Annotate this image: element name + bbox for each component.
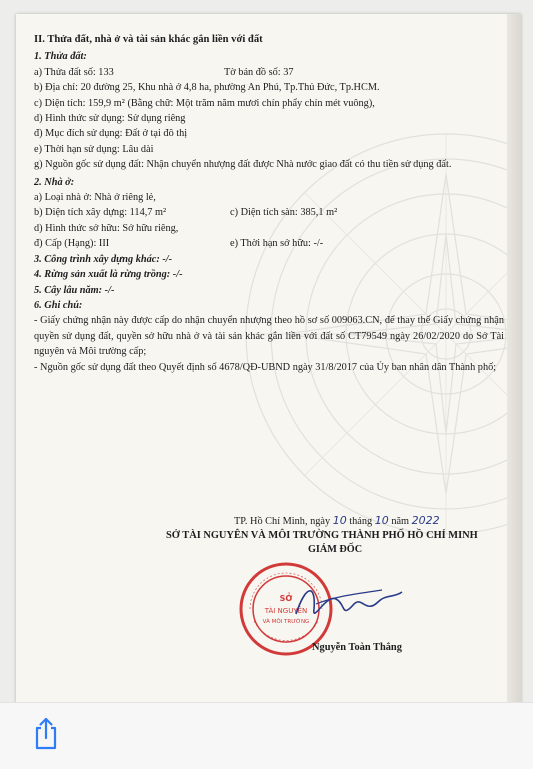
house-area-row xyxy=(34,205,504,220)
land-lot-number: a) Thửa đất số: 133 xyxy=(34,66,114,78)
house-ownership-form: d) Hình thức sở hữu: Sở hữu riêng, xyxy=(34,222,179,234)
perennial-trees: 5. Cây lâu năm: -/- xyxy=(34,284,115,296)
land-map-number: Tờ bản đồ số: 37 xyxy=(224,66,294,78)
bottom-toolbar xyxy=(0,702,533,769)
house-type: a) Loại nhà ở: Nhà ở riêng lẻ, xyxy=(34,192,156,204)
share-icon xyxy=(32,716,60,750)
issue-day: 10 xyxy=(332,514,347,527)
issue-place: TP. Hồ Chí Minh, ngày xyxy=(234,516,331,527)
month-label: tháng xyxy=(349,516,373,527)
certificate-page xyxy=(16,14,521,702)
planted-forest: 4. Rừng sản xuất là rừng trồng: -/- xyxy=(34,269,183,281)
note-2: - Nguồn gốc sử dụng đất theo Quyết định số 4678/QĐ-UBND ngày 31/8/2017 của Ủy ban nhân dân Thành phố; xyxy=(34,361,497,373)
handwritten-signature xyxy=(286,574,406,634)
svg-text:SỞ: SỞ xyxy=(279,594,293,603)
signer-name: Nguyễn Toàn Thắng xyxy=(312,642,402,653)
page-edge xyxy=(507,14,521,702)
house-built-area: b) Diện tích xây dựng: 114,7 m² xyxy=(34,207,167,219)
house-floor-area: c) Diện tích sàn: 385,1 m² xyxy=(230,207,338,219)
house-ownership-term: e) Thời hạn sở hữu: -/- xyxy=(230,238,324,250)
house-heading: 2. Nhà ở: xyxy=(34,176,75,188)
house-grade-row xyxy=(34,236,504,251)
land-use-purpose: đ) Mục đích sử dụng: Đất ở tại đô thị xyxy=(34,128,188,140)
land-heading: 1. Thửa đất: xyxy=(34,51,87,63)
svg-text:TÀI NGUYÊN: TÀI NGUYÊN xyxy=(264,607,308,615)
issue-date-line xyxy=(234,514,440,527)
share-button[interactable] xyxy=(28,713,64,753)
land-area: c) Diện tích: 159,9 m² (Bằng chữ: Một trăm năm mươi chín phẩy chín mét vuông), xyxy=(34,97,375,109)
land-use-term: e) Thời hạn sử dụng: Lâu dài xyxy=(34,143,154,155)
certificate-content xyxy=(34,32,504,375)
notes-heading: 6. Ghi chú: xyxy=(34,299,83,311)
issuing-agency: SỞ TÀI NGUYÊN VÀ MÔI TRƯỜNG THÀNH PHỐ HỒ CHÍ MINH xyxy=(166,530,478,541)
other-constructions: 3. Công trình xây dựng khác: -/- xyxy=(34,253,173,265)
year-label: năm xyxy=(391,516,410,527)
signer-role: GIÁM ĐỐC xyxy=(308,544,363,555)
land-lot-row xyxy=(34,65,504,80)
land-origin: g) Nguồn gốc sử dụng đất: Nhận chuyển nhượng đất được Nhà nước giao đất có thu tiền sử dụng đất. xyxy=(34,159,452,171)
land-address: b) Địa chỉ: 20 đường 25, Khu nhà ở 4,8 ha, phường An Phú, Tp.Thủ Đức, Tp.HCM. xyxy=(34,82,380,94)
section-title: II. Thửa đất, nhà ở và tài sản khác gắn liền với đất xyxy=(34,34,263,45)
svg-text:VÀ MÔI TRƯỜNG: VÀ MÔI TRƯỜNG xyxy=(262,619,310,625)
issue-year: 2022 xyxy=(411,514,440,527)
note-1: - Giấy chứng nhận này được cấp do nhận chuyển nhượng theo hồ sơ số 009063.CN, để thay thế Giấy chứng nhận quyền sử dụng đất, quyền sở hữu nhà ở và tài sản khác gắn liền với đất số CT79549 ngày 26/02/2020 do Sở Tài nguyên và Môi trường cấp; xyxy=(34,315,504,358)
land-use-form: d) Hình thức sử dụng: Sử dụng riêng xyxy=(34,113,186,125)
issue-month: 10 xyxy=(374,514,389,527)
house-grade: đ) Cấp (Hạng): III xyxy=(34,238,110,250)
